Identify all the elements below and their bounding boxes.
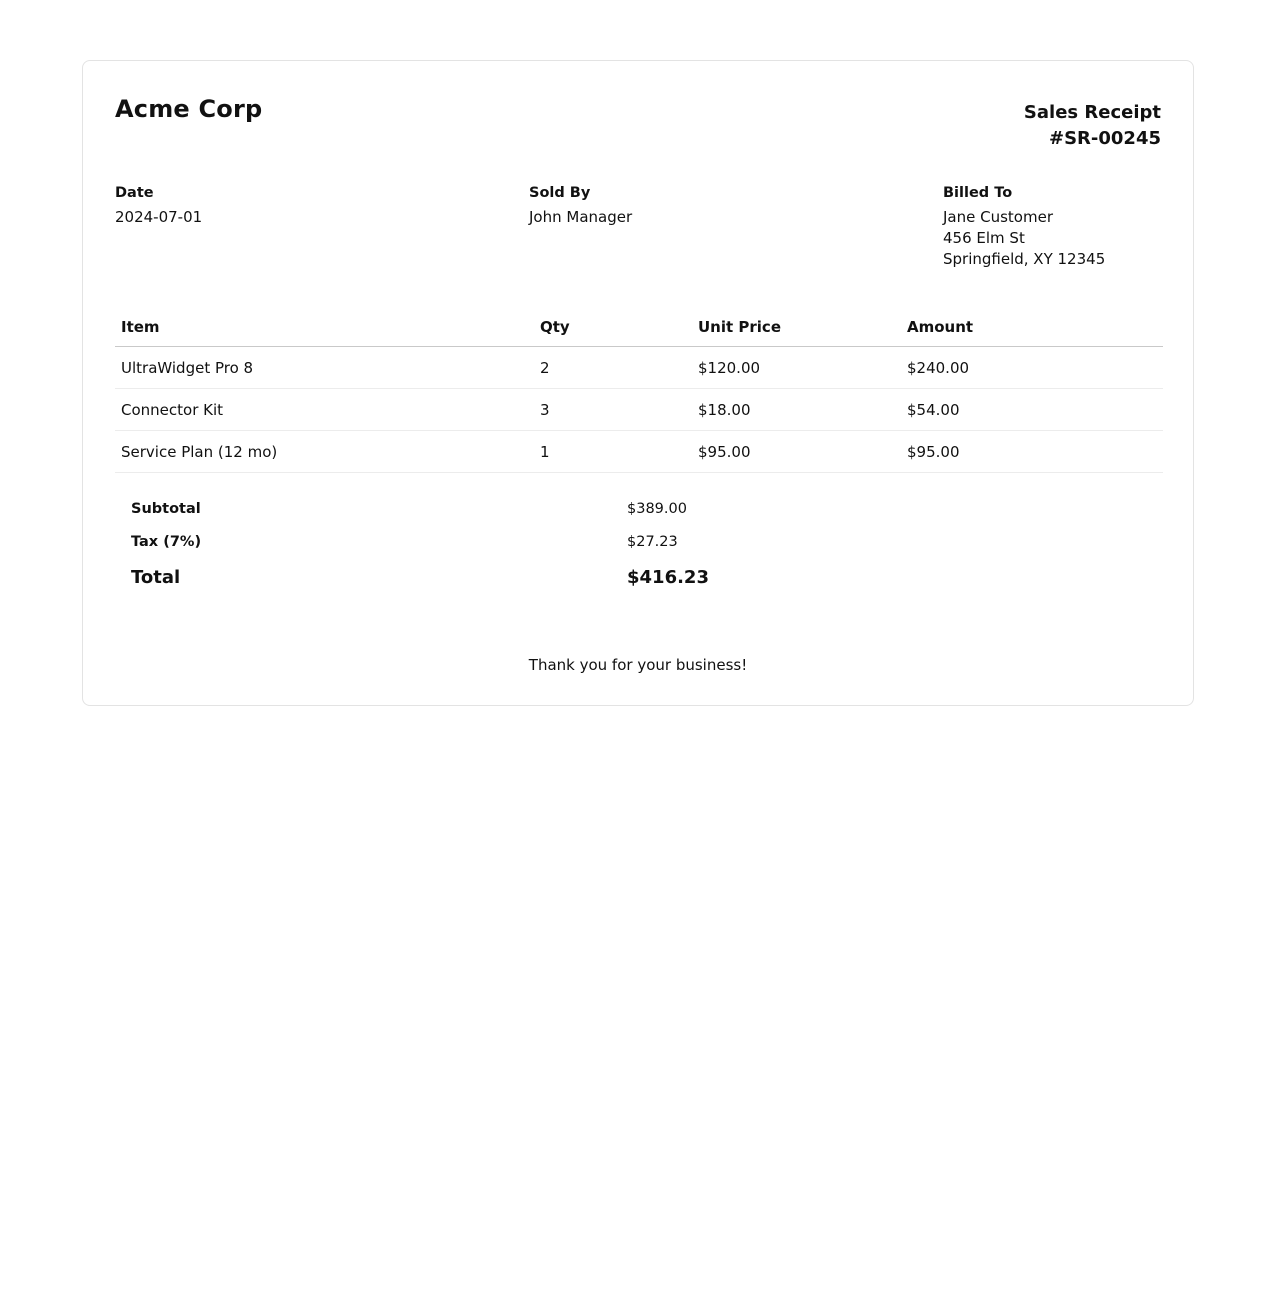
sold-by-value: John Manager	[529, 208, 633, 226]
total-label: Total	[131, 567, 181, 588]
table-row	[115, 431, 1163, 473]
billed-to-name: Jane Customer	[943, 208, 1053, 226]
billed-to-label: Billed To	[943, 185, 1013, 201]
billed-to-city: Springfield, XY 12345	[943, 250, 1106, 268]
table-row	[115, 389, 1163, 431]
receipt-meta	[115, 181, 1161, 311]
sold-by-section	[529, 183, 632, 228]
column-header-item: Item	[115, 317, 534, 347]
item-name: UltraWidget Pro 8	[115, 347, 534, 389]
item-unit-price: $95.00	[692, 431, 901, 473]
subtotal-label: Subtotal	[131, 501, 201, 517]
item-unit-price: $18.00	[692, 389, 901, 431]
item-qty: 3	[534, 389, 692, 431]
company-name: Acme Corp	[115, 95, 263, 123]
item-name: Connector Kit	[115, 389, 534, 431]
billed-to-section	[943, 183, 1105, 270]
receipt-number: #SR-00245	[1049, 128, 1161, 149]
document-title-block	[1024, 100, 1161, 152]
totals-section	[115, 491, 1161, 601]
table-row	[115, 347, 1163, 389]
date-value: 2024-07-01	[115, 208, 203, 226]
item-amount: $54.00	[901, 389, 1163, 431]
item-unit-price: $120.00	[692, 347, 901, 389]
sold-by-label: Sold By	[529, 185, 591, 201]
subtotal-value: $389.00	[627, 501, 687, 517]
date-label: Date	[115, 185, 154, 201]
billed-to-street: 456 Elm St	[943, 229, 1025, 247]
column-header-amount: Amount	[901, 317, 1163, 347]
date-section	[115, 183, 202, 228]
item-name: Service Plan (12 mo)	[115, 431, 534, 473]
column-header-unit-price: Unit Price	[692, 317, 901, 347]
item-qty: 2	[534, 347, 692, 389]
thank-you-note: Thank you for your business!	[528, 656, 748, 674]
tax-label: Tax (7%)	[131, 534, 202, 550]
column-header-qty: Qty	[534, 317, 692, 347]
table-header-row	[115, 317, 1163, 347]
item-amount: $240.00	[901, 347, 1163, 389]
item-qty: 1	[534, 431, 692, 473]
receipt-header	[115, 61, 1161, 181]
document-title: Sales Receipt	[1023, 102, 1161, 123]
tax-value: $27.23	[627, 534, 678, 550]
total-value: $416.23	[627, 567, 709, 588]
receipt-card	[82, 60, 1194, 706]
item-amount: $95.00	[901, 431, 1163, 473]
items-table	[115, 317, 1163, 473]
